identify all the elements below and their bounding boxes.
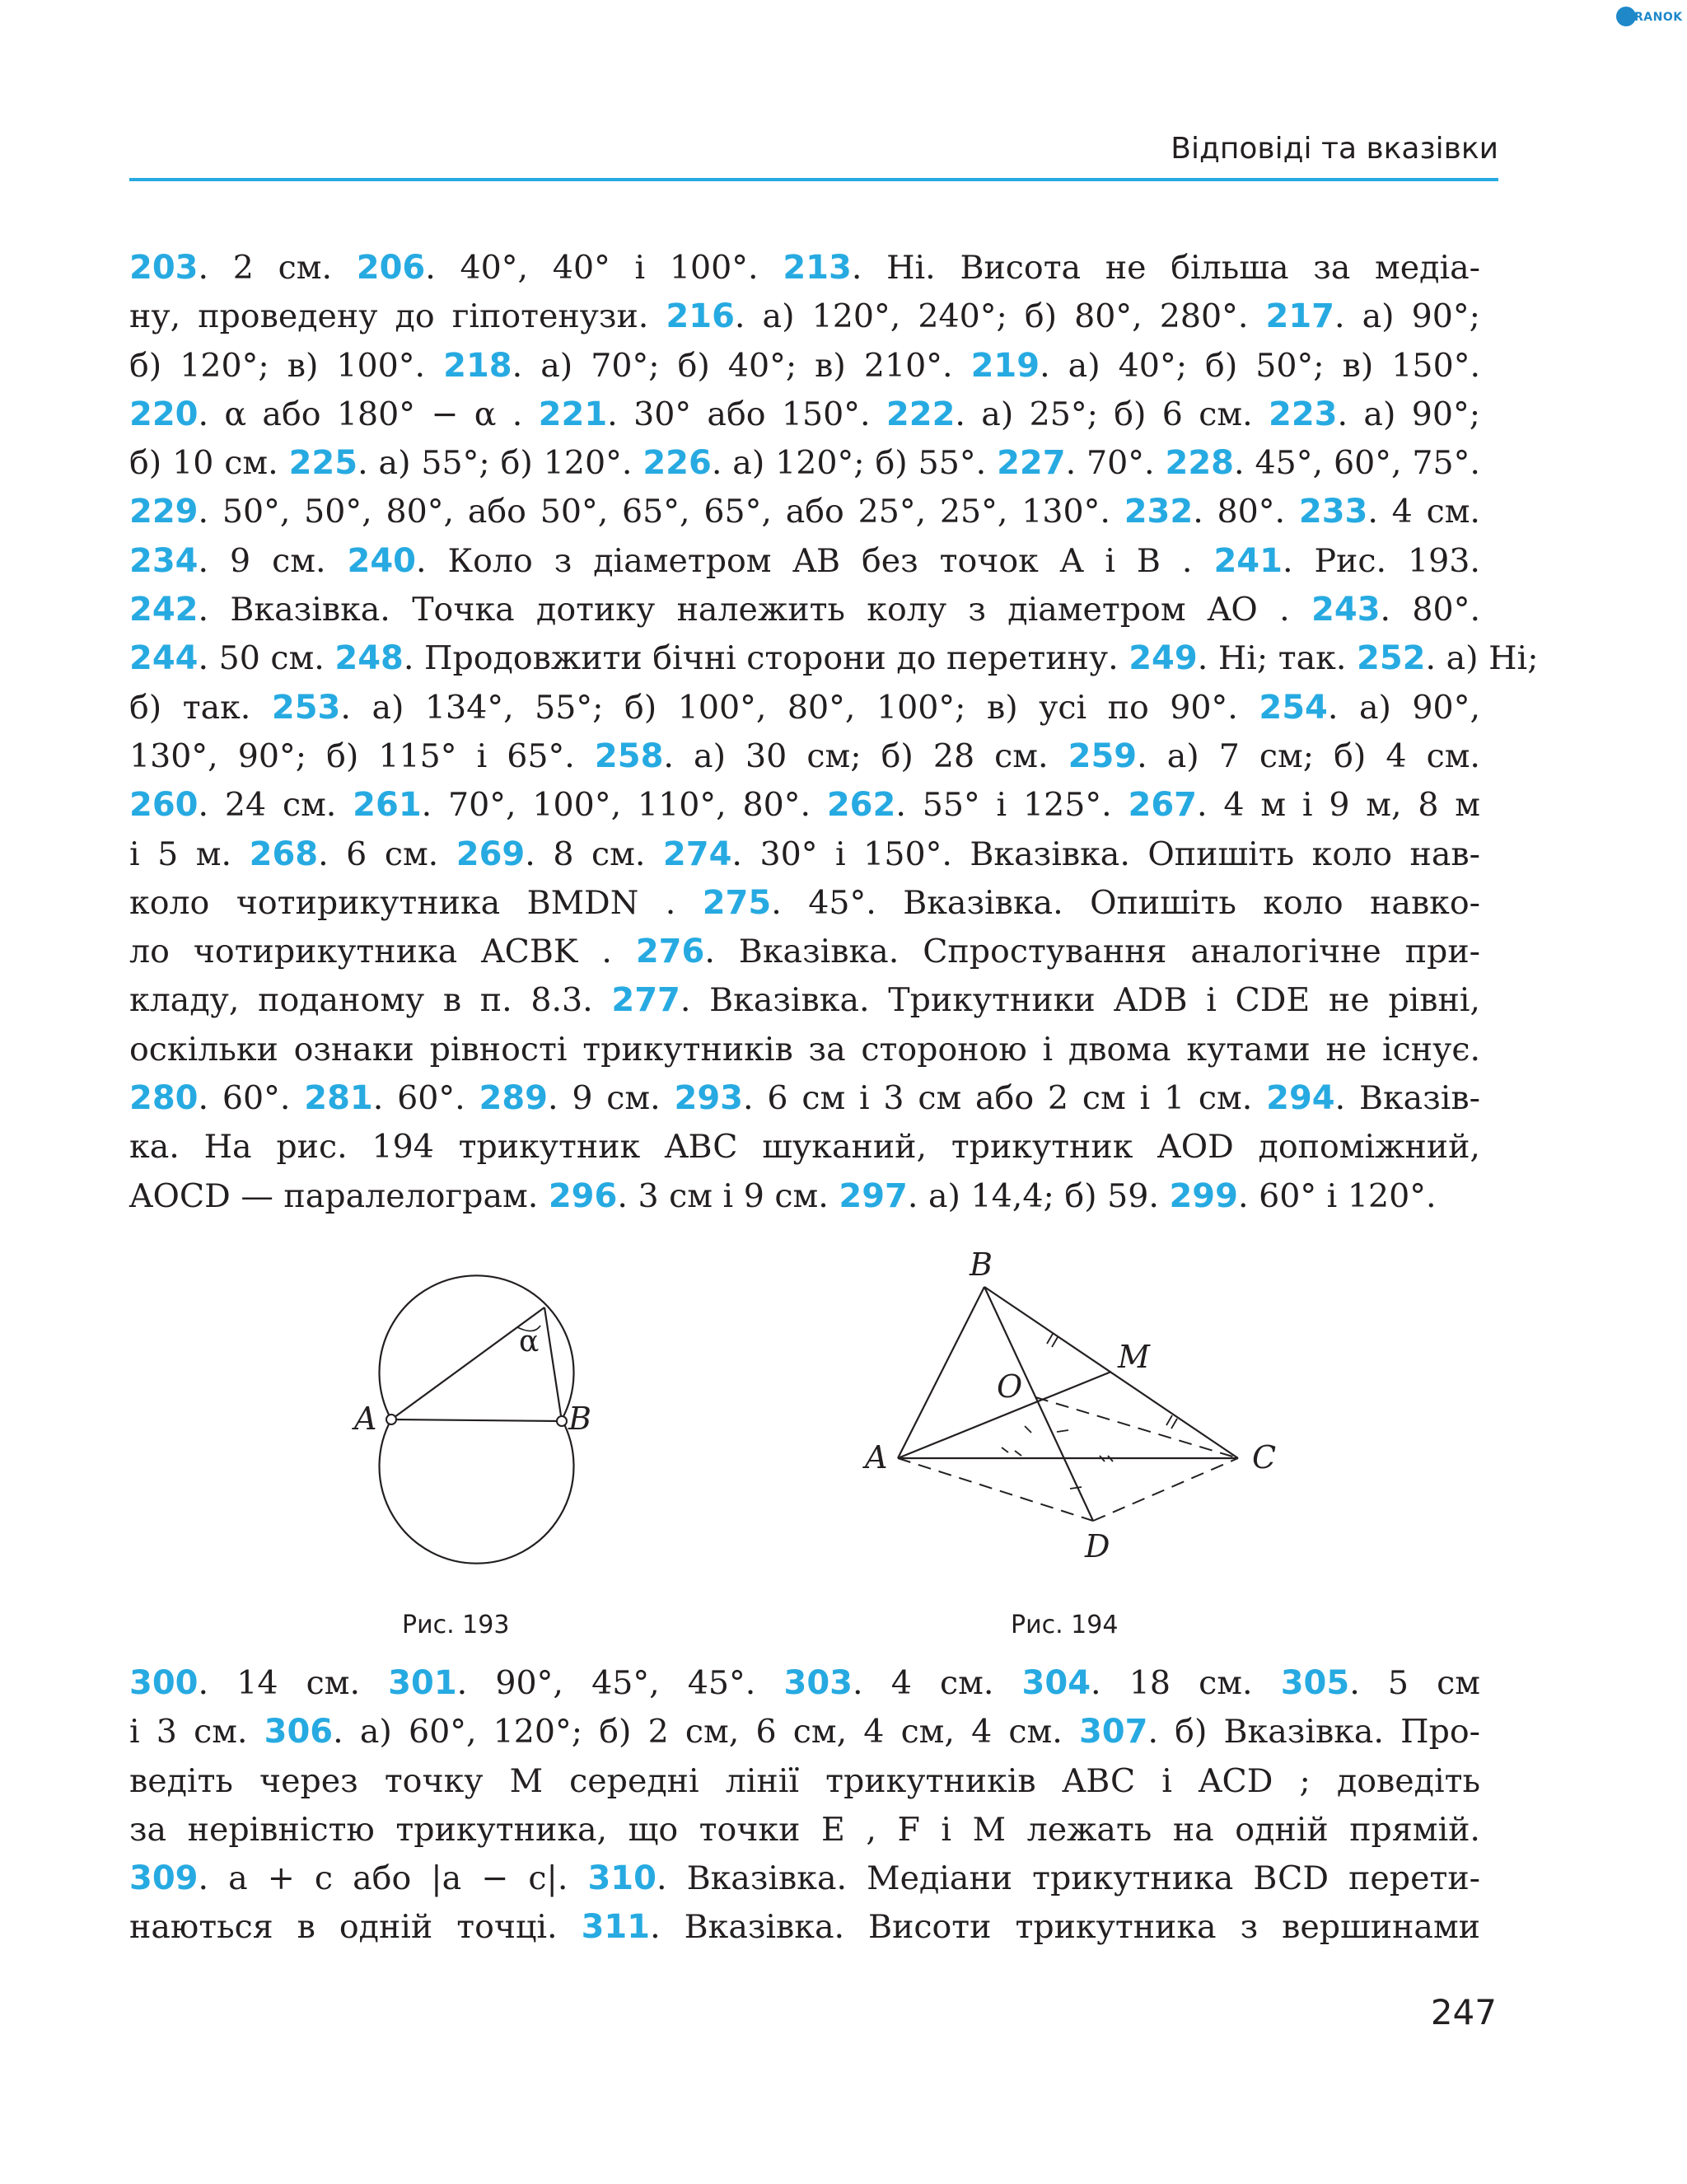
problem-number: 240: [347, 541, 416, 580]
answer-text: . Коло з діаметром AB без точок A і B .: [416, 541, 1214, 580]
answer-line: [129, 1708, 1480, 1756]
problem-number: 277: [611, 981, 680, 1020]
logo-icon: [1616, 7, 1636, 26]
answer-line: [129, 1757, 1480, 1806]
problem-number: 260: [129, 786, 199, 825]
fig193-label-alpha: α: [519, 1325, 540, 1359]
answer-text: . а) 90°,: [1327, 688, 1480, 727]
answer-line: [129, 1172, 1480, 1221]
answer-text: . 45°, 60°, 75°.: [1234, 444, 1480, 483]
problem-number: 213: [783, 249, 852, 287]
problem-number: 217: [1265, 297, 1335, 336]
answer-text: . 30° або 150°.: [607, 395, 886, 433]
answer-text: . Вказівка. Висоти трикутника з вершинами: [650, 1908, 1480, 1947]
page-number: 247: [1430, 1992, 1497, 2032]
answer-text: ка. На рис. 194 трикутник ABC шуканий, трикутник AOD допоміжний,: [129, 1128, 1480, 1167]
figure-193-caption: Рис. 193: [402, 1611, 510, 1639]
answer-text: . 4 см.: [853, 1664, 1022, 1702]
problem-number: 303: [783, 1664, 853, 1702]
problem-number: 249: [1129, 639, 1198, 678]
answer-text: . а) 90°;: [1337, 395, 1481, 433]
answer-text: . а) 55°; б) 120°.: [357, 444, 643, 483]
answer-line: [129, 732, 1480, 781]
problem-number: 220: [129, 395, 199, 433]
problem-number: 297: [839, 1176, 908, 1215]
answer-text: . 70°, 100°, 110°, 80°.: [421, 786, 827, 825]
problem-number: 269: [456, 835, 526, 873]
fig194-label-M: M: [1118, 1339, 1150, 1375]
problem-number: 281: [304, 1079, 373, 1118]
answer-text: і 3 см.: [129, 1713, 264, 1751]
problem-number: 252: [1356, 639, 1426, 678]
running-title: Відповіді та вказівки: [1171, 132, 1498, 166]
answer-text: . 9 см.: [548, 1079, 675, 1118]
problem-number: 226: [643, 444, 712, 483]
problem-number: 219: [970, 346, 1040, 385]
problem-number: 311: [581, 1908, 651, 1947]
problem-number: 299: [1169, 1176, 1238, 1215]
problem-number: 234: [129, 541, 199, 580]
problem-number: 232: [1124, 493, 1194, 531]
answer-text: . а) Ні;: [1425, 639, 1539, 678]
answer-text: за нерівністю трикутника, що точки E , F і M лежать на одній прямій.: [129, 1810, 1480, 1849]
answer-line: [129, 1123, 1480, 1172]
answer-line: [129, 439, 1480, 488]
answer-text: . 3 см і 9 см.: [617, 1176, 839, 1215]
answer-line: [129, 1903, 1480, 1952]
fig194-label-D: D: [1085, 1528, 1110, 1564]
answer-text: . 55° і 125°.: [895, 786, 1129, 825]
problem-number: 233: [1298, 493, 1368, 531]
answer-line: [129, 1026, 1480, 1074]
problem-number: 267: [1128, 786, 1198, 825]
problem-number: 218: [443, 346, 512, 385]
fig193-label-A: A: [354, 1401, 377, 1437]
problem-number: 203: [129, 249, 199, 287]
problem-number: 259: [1068, 737, 1138, 775]
problem-number: 275: [702, 883, 772, 922]
answer-line: [129, 292, 1480, 341]
answer-text: наються в одній точці.: [129, 1908, 582, 1947]
answer-text: б) 120°; в) 100°.: [129, 346, 444, 385]
answer-text: кладу, поданому в п. 8.3.: [129, 981, 612, 1020]
problem-number: 300: [129, 1664, 199, 1702]
problem-number: 248: [334, 639, 404, 678]
problem-number: 305: [1280, 1664, 1350, 1702]
answer-text: . Рис. 193.: [1282, 541, 1480, 580]
problem-number: 310: [587, 1859, 657, 1898]
problem-number: 229: [129, 493, 199, 531]
answer-text: . α або 180° − α .: [198, 395, 539, 433]
problem-number: 216: [666, 297, 735, 336]
answer-line: [129, 1854, 1480, 1903]
answer-text: . а) 90°;: [1334, 297, 1480, 336]
answer-text: AOCD — паралелограм.: [129, 1176, 549, 1215]
answer-line: [129, 391, 1480, 439]
problem-number: 258: [594, 737, 664, 775]
problem-number: 244: [129, 639, 199, 678]
answer-text: . а) 14,4; б) 59.: [907, 1176, 1170, 1215]
answer-line: [129, 1806, 1480, 1854]
answer-text: . а) 120°, 240°; б) 80°, 280°.: [734, 297, 1266, 336]
answer-text: . 5 см: [1349, 1664, 1481, 1702]
problem-number: 243: [1311, 591, 1381, 629]
fig194-label-C: C: [1252, 1439, 1277, 1475]
answer-line: [129, 634, 1539, 683]
answer-text: . 60°.: [372, 1079, 479, 1118]
problem-number: 206: [356, 249, 426, 287]
answer-line: [129, 342, 1480, 391]
answer-text: ведіть через точку M середні лінії трикутників ABC і ACD ; доведіть: [129, 1761, 1480, 1800]
problem-number: 306: [264, 1713, 334, 1751]
problem-number: 262: [826, 786, 896, 825]
problem-number: 293: [674, 1079, 744, 1118]
problem-number: 227: [997, 444, 1066, 483]
problem-number: 307: [1078, 1713, 1148, 1751]
header-rule: [129, 178, 1498, 181]
problem-number: 223: [1269, 395, 1338, 433]
answer-line: [129, 976, 1480, 1025]
fig194-label-O: O: [997, 1368, 1023, 1405]
answer-text: б) так.: [129, 688, 272, 727]
answer-text: . 4 м і 9 м, 8 м: [1197, 786, 1481, 825]
answer-line: [129, 537, 1480, 586]
answer-text: . а) 7 см; б) 4 см.: [1137, 737, 1480, 775]
figure-194: [853, 1240, 1297, 1569]
fig193-label-B: B: [568, 1401, 591, 1437]
problem-number: 296: [548, 1176, 618, 1215]
answer-text: . 8 см.: [525, 835, 663, 873]
answer-text: . 6 см.: [318, 835, 456, 873]
answer-text: . а) 40°; б) 50°; в) 150°.: [1040, 346, 1481, 385]
answers-block-bottom: [129, 1659, 1480, 1953]
answer-text: . а) 25°; б) 6 см.: [955, 395, 1269, 433]
answers-block-top: [129, 244, 1539, 1221]
answer-line: [129, 781, 1480, 830]
answer-text: . Вказів-: [1334, 1079, 1480, 1118]
problem-number: 261: [353, 786, 422, 825]
problem-number: 274: [662, 835, 732, 873]
answer-text: . Ні; так.: [1197, 639, 1357, 678]
answer-text: . а) 60°, 120°; б) 2 см, 6 см, 4 см, 4 см.: [333, 1713, 1079, 1751]
problem-number: 225: [288, 444, 358, 483]
publisher-logo: [1616, 5, 1687, 28]
answer-text: . 2 см.: [198, 249, 357, 287]
answer-line: [129, 1074, 1480, 1123]
answer-text: . 6 см і 3 см або 2 см і 1 см.: [743, 1079, 1267, 1118]
answer-text: . 4 см.: [1367, 493, 1480, 531]
answer-text: . a + c або |a − c|.: [198, 1859, 588, 1898]
answer-text: . б) Вказівка. Про-: [1147, 1713, 1481, 1751]
problem-number: 301: [388, 1664, 457, 1702]
answer-text: . 70°.: [1065, 444, 1166, 483]
answer-text: . 60° і 120°.: [1237, 1176, 1437, 1215]
answer-text: . 80°.: [1380, 591, 1480, 629]
answer-text: . а) 120°; б) 55°.: [711, 444, 998, 483]
answer-text: . 80°.: [1193, 493, 1299, 531]
problem-number: 309: [129, 1859, 199, 1898]
figure-193: [346, 1265, 610, 1611]
answer-text: . 90°, 45°, 45°.: [456, 1664, 784, 1702]
figure-194-caption: Рис. 194: [1011, 1611, 1119, 1639]
problem-number: 253: [271, 688, 341, 727]
answer-text: . 30° і 150°. Вказівка. Опишіть коло нав-: [731, 835, 1480, 873]
answer-line: [129, 928, 1480, 976]
answer-line: [129, 1659, 1480, 1708]
problem-number: 289: [479, 1079, 548, 1118]
answer-text: і 5 м.: [129, 835, 250, 873]
answer-text: ну, проведену до гіпотенузи.: [129, 297, 666, 336]
problem-number: 222: [886, 395, 956, 433]
answer-text: б) 10 см.: [129, 444, 289, 483]
answer-text: . Продовжити бічні сторони до перетину.: [403, 639, 1129, 678]
answer-text: . а) 70°; б) 40°; в) 210°.: [512, 346, 971, 385]
answer-line: [129, 586, 1480, 634]
problem-number: 304: [1021, 1664, 1091, 1702]
problem-number: 228: [1165, 444, 1235, 483]
problem-number: 241: [1213, 541, 1283, 580]
answer-line: [129, 830, 1480, 879]
answer-text: . 24 см.: [198, 786, 353, 825]
answer-text: 130°, 90°; б) 115° і 65°.: [129, 737, 595, 775]
answer-text: . Вказівка. Точка дотику належить колу з діаметром AO .: [198, 591, 1312, 629]
answer-text: . 40°, 40° і 100°.: [425, 249, 783, 287]
problem-number: 280: [129, 1079, 199, 1118]
answer-text: . 50°, 50°, 80°, або 50°, 65°, 65°, або 25°, 25°, 130°.: [198, 493, 1124, 531]
answer-line: [129, 488, 1480, 536]
logo-text: RANOK: [1634, 11, 1683, 24]
answer-text: коло чотирикутника BMDN .: [129, 883, 703, 922]
answer-text: . Вказівка. Трикутники ADB і CDE не рівні,: [680, 981, 1480, 1020]
answer-text: . Вказівка. Медіани трикутника BCD перети-: [656, 1859, 1480, 1898]
answer-text: оскільки ознаки рівності трикутників за стороною і двома кутами не існує.: [129, 1030, 1480, 1069]
answer-text: . 60°.: [198, 1079, 305, 1118]
answer-text: . 14 см.: [198, 1664, 389, 1702]
fig194-label-A: A: [865, 1439, 888, 1475]
problem-number: 294: [1266, 1079, 1335, 1118]
answer-line: [129, 684, 1480, 732]
answer-text: . Вказівка. Спростування аналогічне при-: [704, 933, 1480, 971]
answer-text: . 50 см.: [198, 639, 335, 678]
answer-line: [129, 244, 1480, 292]
problem-number: 276: [635, 933, 705, 971]
answer-text: . Ні. Висота не більша за медіа-: [851, 249, 1481, 287]
answer-text: . 45°. Вказівка. Опишіть коло навко-: [771, 883, 1480, 922]
answer-line: [129, 879, 1480, 928]
answer-text: . а) 30 см; б) 28 см.: [663, 737, 1068, 775]
fig194-label-B: B: [970, 1246, 993, 1283]
answer-text: . 18 см.: [1091, 1664, 1281, 1702]
problem-number: 221: [538, 395, 608, 433]
answer-text: . 9 см.: [198, 541, 348, 580]
problem-number: 268: [249, 835, 319, 873]
problem-number: 242: [129, 591, 199, 629]
answer-text: . а) 134°, 55°; б) 100°, 80°, 100°; в) усі по 90°.: [340, 688, 1259, 727]
answer-text: ло чотирикутника ACBK .: [129, 933, 636, 971]
problem-number: 254: [1259, 688, 1328, 727]
